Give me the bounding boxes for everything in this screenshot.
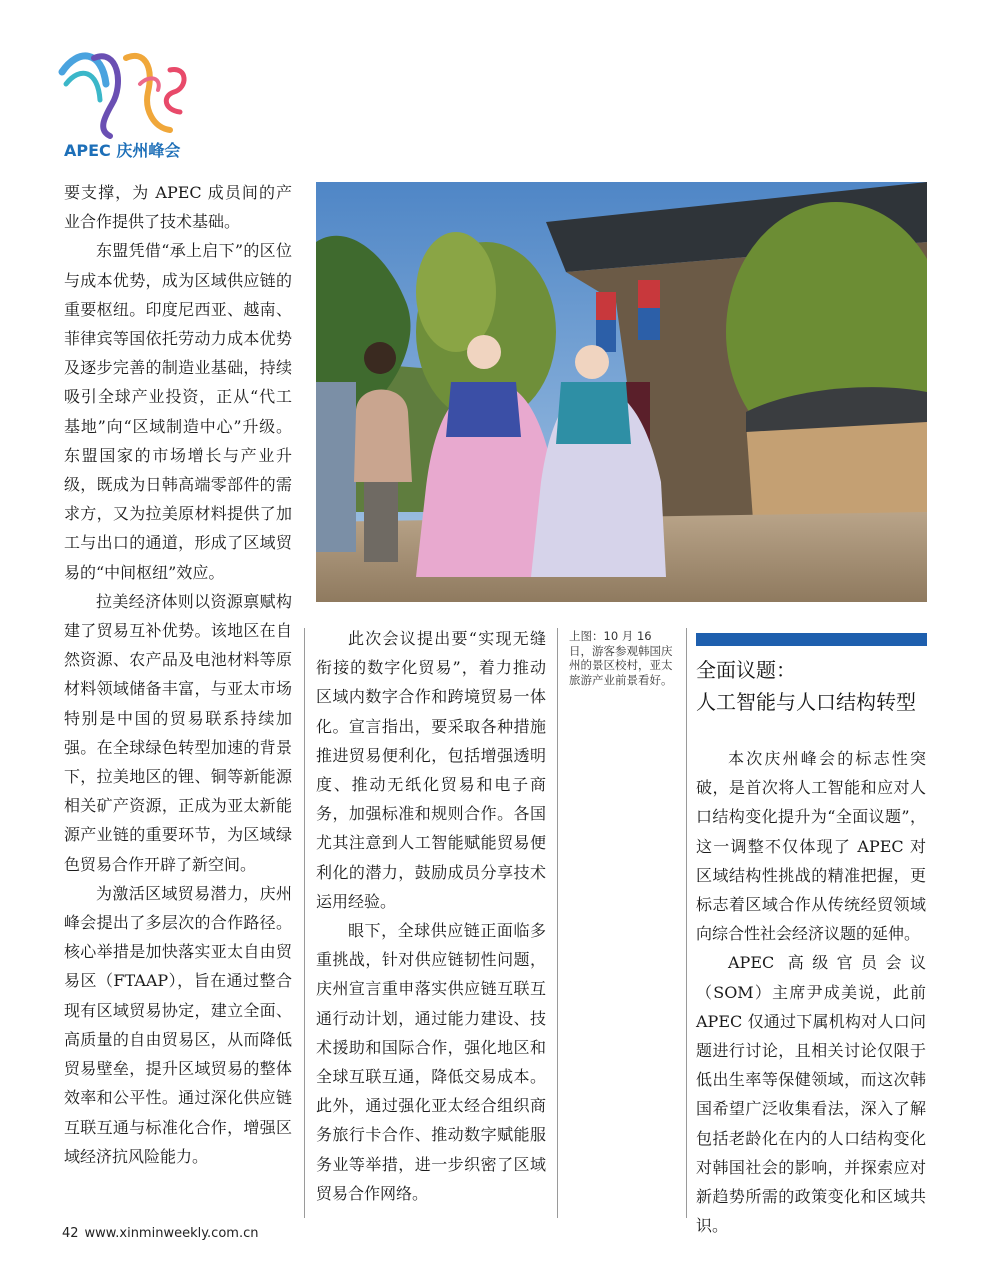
paragraph: 拉美经济体则以资源禀赋构建了贸易互补优势。该地区在自然资源、农产品及电池材料等原材料领域储备丰富，与亚太市场特别是中国的贸易联系持续加强。在全球绿色转型加速的背景下，拉美地区的锂、铜等新能源相关矿产资源，正成为亚太新能源产业链的重要环节，为区域绿色贸易合作开辟了新空间。 <box>64 591 292 874</box>
section-title <box>696 654 936 718</box>
apec-gyeongju-logo <box>58 44 198 164</box>
section-title-line: 人工智能与人口结构转型 <box>696 690 916 714</box>
paragraph: 眼下，全球供应链正面临多重挑战，针对供应链韧性问题，庆州宣言重申落实供应链互联互通行动计划，通过能力建设、技术援助和国际合作，强化地区和全球互联互通，降低交易成本。此外，通过强化亚太经合组织商务旅行卡合作、推动数字赋能服务业等举措，进一步织密了区域贸易合作网络。 <box>316 921 546 1203</box>
photo-caption: 上图：10 月 16 日，游客参观韩国庆州的景区校村，亚太旅游产业前景看好。 <box>569 629 673 687</box>
paragraph: 此次会议提出要“实现无缝衔接的数字化贸易”，着力推动区域内数字合作和跨境贸易一体化。宣言指出，要采取各种措施推进贸易便利化，包括增强透明度、推动无纸化贸易和电子商务，加强标准和规则合作。各国尤其注意到人工智能赋能贸易便利化的潜力，鼓励成员分享技术运用经验。 <box>316 629 546 911</box>
page-footer <box>62 1226 258 1241</box>
paragraph: 本次庆州峰会的标志性突破，是首次将人工智能和应对人口结构变化提升为“全面议题”，这一调整不仅体现了 APEC 对区域结构性挑战的精准把握，更标志着区域合作从传统经贸领域向综合性社会经济议题的延伸。 <box>696 749 926 944</box>
column-2 <box>316 624 546 1208</box>
column-4 <box>696 744 926 1240</box>
paragraph: 为激活区域贸易潜力，庆州峰会提出了多层次的合作路径。核心举措是加快落实亚太自由贸易区（FTAAP），旨在通过整合现有区域贸易协定，建立全面、高质量的自由贸易区，从而降低贸易壁垒，提升区域贸易的整体效率和公平性。通过深化供应链互联互通与标准化合作，增强区域经济抗风险能力。 <box>64 883 292 1166</box>
hanok-village-photo <box>316 182 927 602</box>
logo-text: APEC 庆州峰会 <box>64 141 181 160</box>
section-title-line: 全面议题： <box>696 658 796 682</box>
column-divider <box>304 628 305 1218</box>
paragraph: 东盟凭借“承上启下”的区位与成本优势，成为区域供应链的重要枢纽。印度尼西亚、越南、菲律宾等国依托劳动力成本优势及逐步完善的制造业基础，持续吸引全球产业投资，正从“代工基地”向“区域制造中心”升级。东盟国家的市场增长与产业升级，既成为日韩高端零部件的需求方，又为拉美原材料提供了加工与出口的通道，形成了区域贸易的“中间枢纽”效应。 <box>64 241 292 582</box>
apec-logo-icon <box>58 44 198 144</box>
paragraph: 要支撑，为 APEC 成员间的产业合作提供了技术基础。 <box>64 183 292 232</box>
column-1 <box>64 178 292 1171</box>
column-divider <box>557 628 558 1218</box>
section-accent-bar <box>696 633 927 646</box>
paragraph: APEC 高级官员会议（SOM）主席尹成美说，此前 APEC 仅通过下属机构对人口问题进行讨论，且相关讨论仅限于低出生率等保健领域，而这次韩国希望广泛收集看法，深入了解包括老龄化在内的人口结构变化对韩国社会的影响，并探索应对新趋势所需的政策变化和区域共识。 <box>696 953 926 1236</box>
page-number: 42 <box>62 1226 79 1241</box>
column-divider <box>686 628 687 1218</box>
website-url: www.xinminweekly.com.cn <box>84 1226 259 1241</box>
